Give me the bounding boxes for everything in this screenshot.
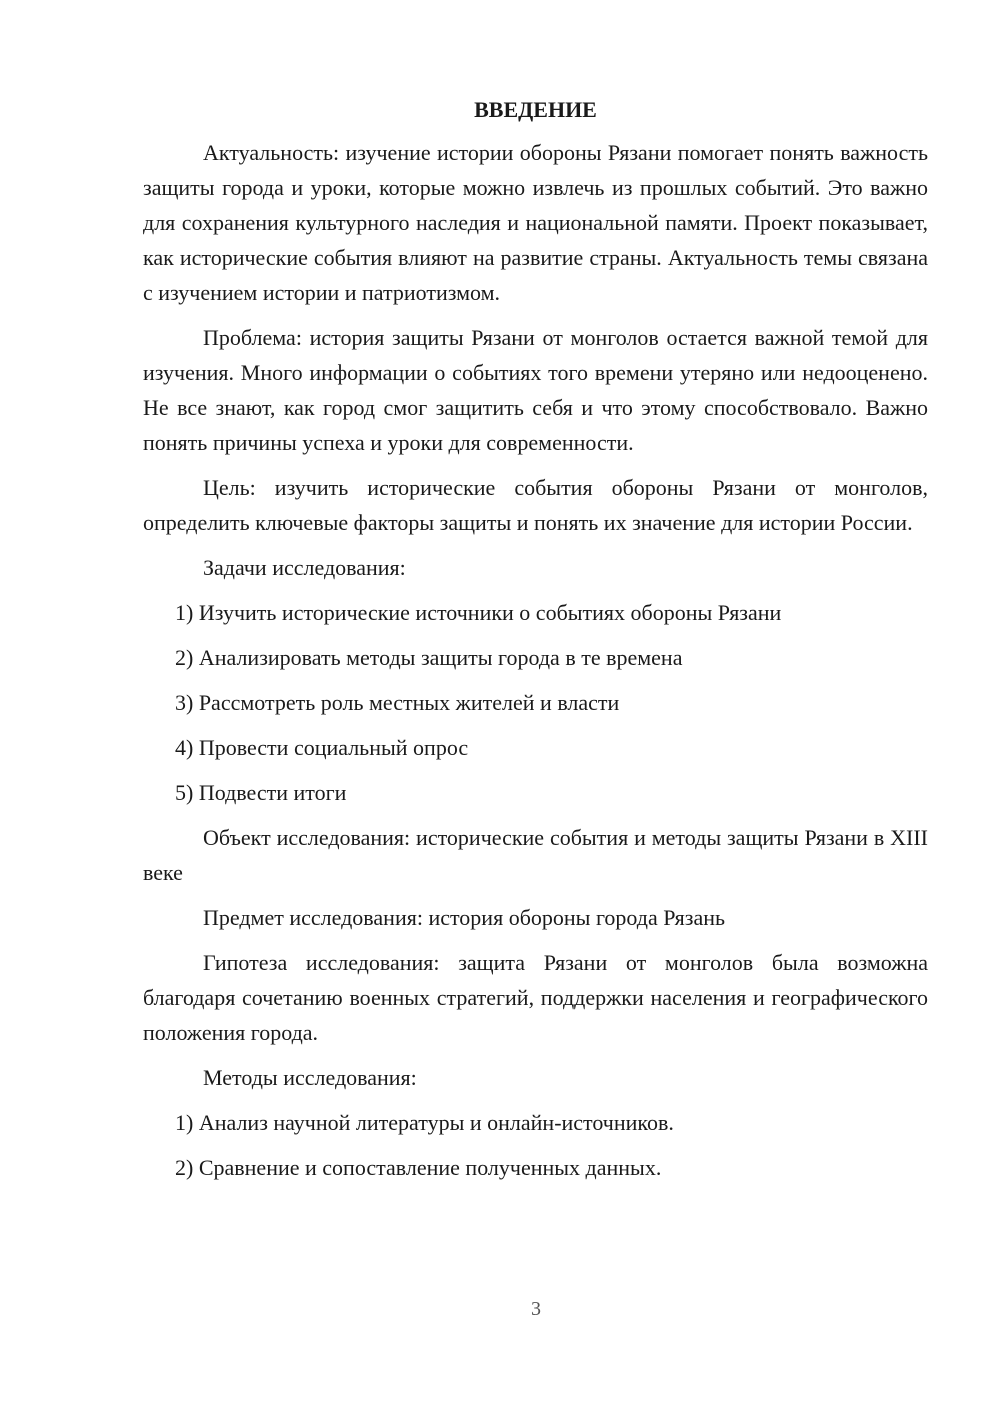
- list-item: 1) Анализ научной литературы и онлайн-источников.: [175, 1110, 674, 1135]
- paragraph-problem: Проблема: история защиты Рязани от монголов остается важной темой для изучения. Много информации о событиях того времени утеряно или недооценено. Не все знают, как город смог защитить себя и что этому способствовало. Важно понять причины успеха и уроки для современности.: [143, 325, 928, 455]
- list-item: 4) Провести социальный опрос: [175, 735, 469, 760]
- document-page: [143, 92, 928, 1195]
- paragraph-subject: Предмет исследования: история обороны города Рязань: [203, 905, 726, 930]
- paragraph-hypothesis: Гипотеза исследования: защита Рязани от монголов была возможна благодаря сочетанию военных стратегий, поддержки населения и географического положения города.: [143, 950, 928, 1045]
- page-number: 3: [531, 1298, 541, 1320]
- methods-list: [143, 1105, 928, 1185]
- tasks-list: [143, 595, 928, 810]
- list-item: 1) Изучить исторические источники о событиях обороны Рязани: [175, 600, 782, 625]
- list-item: 3) Рассмотреть роль местных жителей и власти: [175, 690, 620, 715]
- paragraph-goal: Цель: изучить исторические события обороны Рязани от монголов, определить ключевые факторы защиты и понять их значение для истории России.: [143, 475, 928, 535]
- section-title: ВВЕДЕНИЕ: [474, 97, 597, 122]
- paragraph-relevance: Актуальность: изучение истории обороны Рязани помогает понять важность защиты города и уроки, которые можно извлечь из прошлых событий. Это важно для сохранения культурного наследия и национальной памяти. Проект показывает, как исторические события влияют на развитие страны. Актуальность темы связана с изучением истории и патриотизмом.: [143, 140, 928, 305]
- list-item: 5) Подвести итоги: [175, 780, 347, 805]
- methods-heading: Методы исследования:: [203, 1065, 417, 1090]
- list-item: 2) Анализировать методы защиты города в те времена: [175, 645, 683, 670]
- paragraph-object: Объект исследования: исторические события и методы защиты Рязани в XIII веке: [143, 825, 928, 885]
- tasks-heading: Задачи исследования:: [203, 555, 406, 580]
- list-item: 2) Сравнение и сопоставление полученных данных.: [175, 1155, 662, 1180]
